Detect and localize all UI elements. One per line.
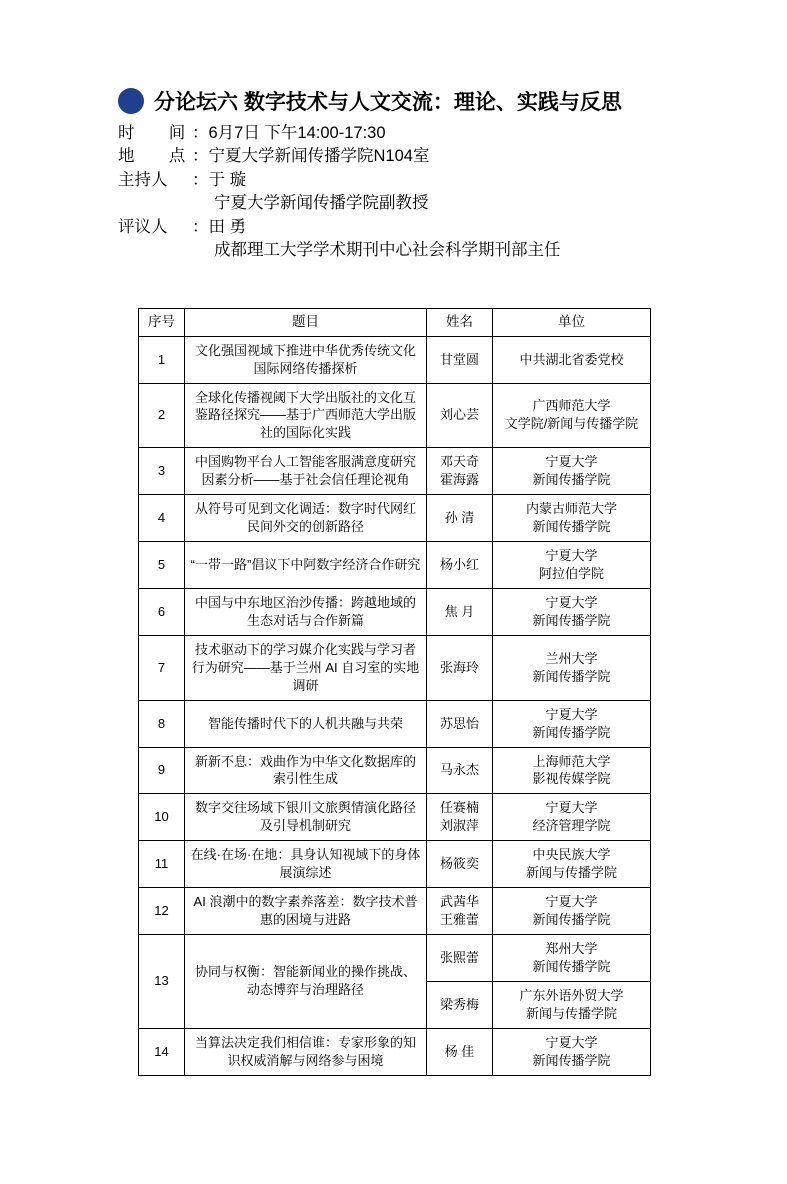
meta-host-value: ：于 璇 bbox=[192, 170, 247, 189]
table-row bbox=[139, 588, 651, 635]
bullet-icon bbox=[118, 88, 144, 114]
cell-name bbox=[427, 935, 493, 982]
meta-place-value: ：宁夏大学新闻传播学院N104室 bbox=[192, 147, 430, 166]
org-line: 阿拉伯学院 bbox=[538, 566, 604, 581]
cell-title: 中国与中东地区治沙传播：跨越地域的生态对话与合作新篇 bbox=[185, 588, 427, 635]
cell-title: 在线·在场·在地：具身认知视域下的身体展演综述 bbox=[185, 841, 427, 888]
cell-name bbox=[427, 747, 493, 794]
org-line: 宁夏大学 bbox=[545, 1034, 598, 1050]
org-line: 内蒙古师范大学 bbox=[525, 501, 617, 517]
table-row bbox=[139, 700, 651, 747]
author-name: 任赛楠 bbox=[439, 800, 479, 816]
cell-no: 5 bbox=[139, 542, 185, 589]
meta-reviewer-affiliation: 成都理工大学学术期刊中心社会科学期刊部主任 bbox=[214, 241, 561, 260]
cell-org bbox=[493, 700, 651, 747]
cell-org bbox=[493, 747, 651, 794]
cell-name bbox=[427, 981, 493, 1028]
meta-host-label: 主持人 bbox=[118, 170, 168, 189]
cell-title: 新新不息：戏曲作为中华文化数据库的索引性生成 bbox=[185, 747, 427, 794]
cell-title: 全球化传播视阈下大学出版社的文化互鉴路径探究——基于广西师范大学出版社的国际化实践 bbox=[185, 383, 427, 448]
schedule-table-wrap bbox=[138, 308, 650, 1076]
author-name: 霍海露 bbox=[439, 472, 479, 488]
table-body bbox=[139, 336, 651, 1075]
author-name: 杨小红 bbox=[439, 557, 479, 573]
org-line: 广东外语外贸大学 bbox=[519, 987, 624, 1003]
org-line: 新闻与传播学院 bbox=[525, 865, 617, 881]
author-name: 武茜华 bbox=[439, 894, 479, 910]
table-row bbox=[139, 841, 651, 888]
cell-name bbox=[427, 794, 493, 841]
cell-no: 9 bbox=[139, 747, 185, 794]
cell-name bbox=[427, 588, 493, 635]
cell-title: 技术驱动下的学习媒介化实践与学习者行为研究——基于兰州 AI 自习室的实地调研 bbox=[185, 635, 427, 700]
cell-name bbox=[427, 542, 493, 589]
author-name: 马永杰 bbox=[439, 762, 479, 778]
cell-org bbox=[493, 635, 651, 700]
cell-org bbox=[493, 542, 651, 589]
org-line: 新闻传播学院 bbox=[532, 724, 611, 740]
schedule-table bbox=[138, 308, 651, 1076]
org-line: 新闻传播学院 bbox=[532, 668, 611, 684]
cell-no: 10 bbox=[139, 794, 185, 841]
cell-no: 1 bbox=[139, 336, 185, 383]
meta-time-label: 时 间 bbox=[118, 124, 201, 142]
page-title: 分论坛六 数字技术与人文交流：理论、实践与反思 bbox=[154, 91, 622, 114]
table-row bbox=[139, 747, 651, 794]
cell-name bbox=[427, 700, 493, 747]
author-name: 杨筱奕 bbox=[439, 856, 479, 872]
cell-title: “一带一路”倡议下中阿数字经济合作研究 bbox=[185, 542, 427, 589]
author-name: 刘淑萍 bbox=[439, 818, 479, 834]
cell-org bbox=[493, 981, 651, 1028]
table-header-row bbox=[139, 309, 651, 337]
cell-name bbox=[427, 841, 493, 888]
table-row bbox=[139, 542, 651, 589]
cell-title: 当算法决定我们相信谁：专家形象的知识权威消解与网络参与困境 bbox=[185, 1028, 427, 1075]
cell-title: 协同与权衡：智能新闻业的操作挑战、动态博弈与治理路径 bbox=[185, 935, 427, 1029]
cell-no: 11 bbox=[139, 841, 185, 888]
author-name: 孙 清 bbox=[444, 510, 475, 526]
cell-title: 智能传播时代下的人机共融与共荣 bbox=[185, 700, 427, 747]
org-line: 经济管理学院 bbox=[532, 818, 611, 834]
org-line: 新闻传播学院 bbox=[532, 1052, 611, 1068]
cell-org bbox=[493, 935, 651, 982]
org-line: 新闻传播学院 bbox=[532, 519, 611, 535]
table-row bbox=[139, 495, 651, 542]
cell-name bbox=[427, 383, 493, 448]
cell-org bbox=[493, 888, 651, 935]
org-line: 郑州大学 bbox=[545, 941, 598, 956]
table-row bbox=[139, 383, 651, 448]
meta-place-label: 地 点 bbox=[118, 147, 201, 166]
table-row bbox=[139, 448, 651, 495]
table-row bbox=[139, 888, 651, 935]
org-line: 宁夏大学 bbox=[545, 800, 598, 816]
org-line: 上海师范大学 bbox=[532, 753, 611, 769]
author-name: 张熙蕾 bbox=[439, 949, 479, 965]
cell-name bbox=[427, 888, 493, 935]
cell-org bbox=[493, 448, 651, 495]
author-name: 焦 月 bbox=[444, 603, 475, 619]
table-row bbox=[139, 1028, 651, 1075]
org-line: 宁夏大学 bbox=[545, 548, 598, 564]
cell-no: 7 bbox=[139, 635, 185, 700]
cell-no: 12 bbox=[139, 888, 185, 935]
meta-place bbox=[118, 145, 718, 168]
meta-block bbox=[118, 122, 718, 263]
table-row bbox=[139, 635, 651, 700]
cell-name bbox=[427, 448, 493, 495]
cell-no: 8 bbox=[139, 700, 185, 747]
col-header-org: 单位 bbox=[493, 309, 651, 337]
cell-title: 文化强国视域下推进中华优秀传统文化国际网络传播探析 bbox=[185, 336, 427, 383]
cell-org bbox=[493, 841, 651, 888]
org-line: 新闻传播学院 bbox=[532, 612, 611, 628]
meta-time bbox=[118, 122, 718, 145]
author-name: 杨 佳 bbox=[444, 1043, 475, 1059]
meta-host-affiliation: 宁夏大学新闻传播学院副教授 bbox=[214, 194, 429, 213]
org-line: 广西师范大学 bbox=[532, 398, 611, 414]
table-row bbox=[139, 935, 651, 982]
org-line: 新闻与传播学院 bbox=[525, 1005, 617, 1021]
cell-org bbox=[493, 794, 651, 841]
cell-org bbox=[493, 336, 651, 383]
meta-reviewer-value: ：田 勇 bbox=[192, 217, 247, 236]
col-header-no: 序号 bbox=[139, 309, 185, 337]
table-row bbox=[139, 794, 651, 841]
table-row bbox=[139, 336, 651, 383]
cell-name bbox=[427, 635, 493, 700]
cell-title: AI 浪潮中的数字素养落差：数字技术普惠的困境与进路 bbox=[185, 888, 427, 935]
cell-org bbox=[493, 1028, 651, 1075]
author-name: 梁秀梅 bbox=[439, 996, 479, 1012]
cell-title: 数字交往场域下银川文旅舆情演化路径及引导机制研究 bbox=[185, 794, 427, 841]
cell-org bbox=[493, 588, 651, 635]
org-line: 宁夏大学 bbox=[545, 454, 598, 470]
cell-name bbox=[427, 1028, 493, 1075]
cell-no: 2 bbox=[139, 383, 185, 448]
author-name: 刘心芸 bbox=[439, 407, 479, 423]
cell-no: 3 bbox=[139, 448, 185, 495]
org-line: 文学院/新闻与传播学院 bbox=[504, 416, 639, 432]
col-header-title: 题目 bbox=[185, 309, 427, 337]
cell-org bbox=[493, 495, 651, 542]
org-line: 新闻传播学院 bbox=[532, 912, 611, 928]
author-name: 甘堂圆 bbox=[439, 351, 479, 367]
cell-org bbox=[493, 383, 651, 448]
cell-no: 14 bbox=[139, 1028, 185, 1075]
cell-name bbox=[427, 336, 493, 383]
org-line: 中共湖北省委党校 bbox=[519, 351, 624, 367]
org-line: 宁夏大学 bbox=[545, 706, 598, 722]
org-line: 影视传媒学院 bbox=[532, 771, 611, 787]
meta-time-value: ：6月7日 下午14:00-17:30 bbox=[192, 124, 386, 142]
cell-name bbox=[427, 495, 493, 542]
author-name: 邓天奇 bbox=[439, 454, 479, 470]
col-header-name: 姓名 bbox=[427, 309, 493, 337]
meta-reviewer-label: 评议人 bbox=[118, 217, 168, 236]
meta-reviewer bbox=[118, 216, 718, 239]
org-line: 宁夏大学 bbox=[545, 894, 598, 910]
cell-no: 4 bbox=[139, 495, 185, 542]
cell-no: 13 bbox=[139, 935, 185, 1029]
org-line: 中央民族大学 bbox=[532, 847, 611, 863]
org-line: 兰州大学 bbox=[545, 650, 598, 666]
cell-title: 中国购物平台人工智能客服满意度研究因素分析——基于社会信任理论视角 bbox=[185, 448, 427, 495]
author-name: 苏思怡 bbox=[439, 715, 479, 731]
title-row bbox=[118, 86, 718, 116]
cell-title: 从符号可见到文化调适：数字时代网红民间外交的创新路径 bbox=[185, 495, 427, 542]
author-name: 王雅蕾 bbox=[439, 912, 479, 928]
header-block bbox=[118, 86, 718, 263]
cell-no: 6 bbox=[139, 588, 185, 635]
org-line: 新闻传播学院 bbox=[532, 958, 611, 974]
meta-host bbox=[118, 169, 718, 192]
org-line: 新闻传播学院 bbox=[532, 472, 611, 488]
author-name: 张海玲 bbox=[439, 659, 479, 675]
org-line: 宁夏大学 bbox=[545, 594, 598, 610]
